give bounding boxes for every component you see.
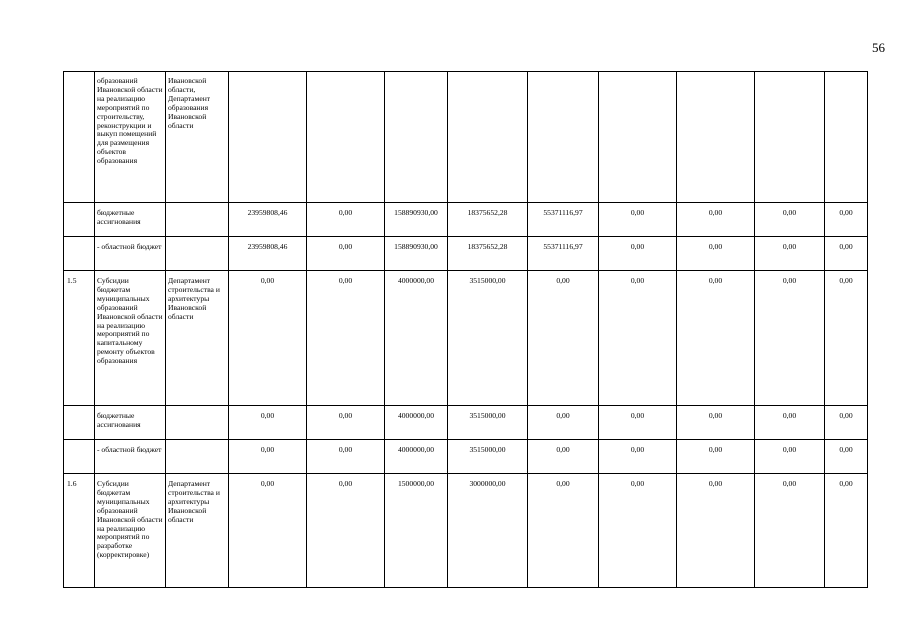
- value-cell: [599, 72, 677, 203]
- value-cell: 0,00: [599, 406, 677, 440]
- value-cell: 0,00: [825, 440, 868, 474]
- value-cell: 0,00: [825, 474, 868, 588]
- row-executor-cell: [166, 237, 229, 271]
- value-cell: 0,00: [599, 440, 677, 474]
- value-cell: 0,00: [755, 237, 825, 271]
- row-executor-cell: [166, 440, 229, 474]
- table-row: [64, 440, 868, 474]
- value-cell: 0,00: [755, 203, 825, 237]
- value-cell: [307, 72, 385, 203]
- row-name-cell: бюджетные ассигнования: [95, 203, 166, 237]
- value-cell: 0,00: [825, 203, 868, 237]
- value-cell: 0,00: [677, 440, 755, 474]
- row-name-cell: Субсидии бюджетам муниципальных образований Ивановской области на реализацию мероприятий по разработке (корректировке): [95, 474, 166, 588]
- value-cell: 55371116,97: [528, 203, 599, 237]
- row-name-cell: бюджетные ассигнования: [95, 406, 166, 440]
- value-cell: 18375652,28: [448, 203, 528, 237]
- value-cell: 0,00: [599, 271, 677, 406]
- value-cell: [229, 72, 307, 203]
- value-cell: 55371116,97: [528, 237, 599, 271]
- value-cell: 0,00: [755, 440, 825, 474]
- value-cell: 0,00: [307, 406, 385, 440]
- table-row: [64, 237, 868, 271]
- value-cell: 23959808,46: [229, 237, 307, 271]
- row-executor-cell: Ивановской области, Департамент образования Ивановской области: [166, 72, 229, 203]
- row-executor-cell: Департамент строительства и архитектуры Ивановской области: [166, 271, 229, 406]
- value-cell: 0,00: [677, 271, 755, 406]
- row-code-cell: 1.5: [64, 271, 95, 406]
- row-code-cell: 1.6: [64, 474, 95, 588]
- row-code-cell: [64, 203, 95, 237]
- value-cell: 0,00: [229, 440, 307, 474]
- value-cell: [677, 72, 755, 203]
- table-row: [64, 72, 868, 203]
- row-code-cell: [64, 440, 95, 474]
- value-cell: 18375652,28: [448, 237, 528, 271]
- row-executor-cell: Департамент строительства и архитектуры Ивановской области: [166, 474, 229, 588]
- table-row: [64, 271, 868, 406]
- value-cell: 0,00: [229, 406, 307, 440]
- row-name-cell: Субсидии бюджетам муниципальных образований Ивановской области на реализацию мероприятий по капитальному ремонту объектов образования: [95, 271, 166, 406]
- value-cell: 0,00: [825, 271, 868, 406]
- value-cell: 1500000,00: [385, 474, 448, 588]
- value-cell: 0,00: [677, 203, 755, 237]
- value-cell: 0,00: [307, 237, 385, 271]
- value-cell: 158890930,00: [385, 237, 448, 271]
- value-cell: 0,00: [307, 203, 385, 237]
- value-cell: 4000000,00: [385, 271, 448, 406]
- row-code-cell: [64, 406, 95, 440]
- value-cell: 0,00: [599, 474, 677, 588]
- value-cell: 0,00: [825, 406, 868, 440]
- table-row: [64, 203, 868, 237]
- row-code-cell: [64, 72, 95, 203]
- value-cell: 0,00: [528, 406, 599, 440]
- value-cell: 0,00: [599, 203, 677, 237]
- row-executor-cell: [166, 203, 229, 237]
- value-cell: 0,00: [528, 271, 599, 406]
- value-cell: [755, 72, 825, 203]
- value-cell: 3515000,00: [448, 406, 528, 440]
- value-cell: 0,00: [229, 271, 307, 406]
- row-name-cell: - областной бюджет: [95, 440, 166, 474]
- value-cell: 0,00: [825, 237, 868, 271]
- value-cell: 0,00: [307, 440, 385, 474]
- value-cell: 23959808,46: [229, 203, 307, 237]
- value-cell: 3515000,00: [448, 440, 528, 474]
- value-cell: 0,00: [599, 237, 677, 271]
- value-cell: 3000000,00: [448, 474, 528, 588]
- value-cell: [825, 72, 868, 203]
- value-cell: 0,00: [528, 474, 599, 588]
- row-code-cell: [64, 237, 95, 271]
- value-cell: 0,00: [677, 406, 755, 440]
- row-executor-cell: [166, 406, 229, 440]
- row-name-cell: - областной бюджет: [95, 237, 166, 271]
- value-cell: 3515000,00: [448, 271, 528, 406]
- value-cell: [528, 72, 599, 203]
- page-number: 56: [872, 40, 885, 55]
- value-cell: 0,00: [755, 271, 825, 406]
- table-row: [64, 406, 868, 440]
- budget-table: [63, 71, 868, 588]
- value-cell: 0,00: [755, 406, 825, 440]
- value-cell: 0,00: [677, 237, 755, 271]
- value-cell: 0,00: [307, 271, 385, 406]
- row-name-cell: образований Ивановской области на реализацию мероприятий по строительству, реконструкции и выкуп помещений для размещения объектов образования: [95, 72, 166, 203]
- value-cell: [448, 72, 528, 203]
- value-cell: 4000000,00: [385, 440, 448, 474]
- value-cell: 0,00: [229, 474, 307, 588]
- value-cell: 0,00: [755, 474, 825, 588]
- table-row: [64, 474, 868, 588]
- value-cell: 0,00: [677, 474, 755, 588]
- value-cell: [385, 72, 448, 203]
- value-cell: 158890930,00: [385, 203, 448, 237]
- value-cell: 0,00: [528, 440, 599, 474]
- value-cell: 0,00: [307, 474, 385, 588]
- value-cell: 4000000,00: [385, 406, 448, 440]
